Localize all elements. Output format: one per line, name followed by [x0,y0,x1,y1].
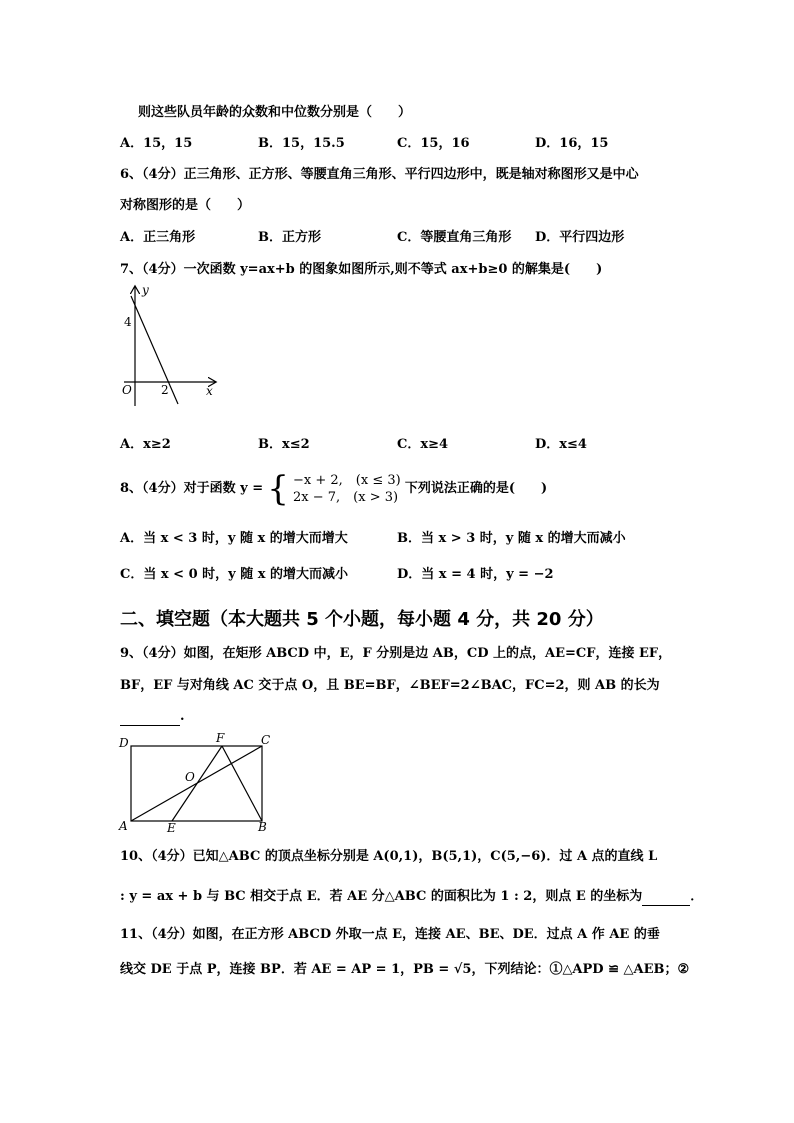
q6-option-c[interactable]: C．等腰直角三角形 [397,230,512,245]
q9-rectangle-figure [116,730,280,836]
point-o-label: O [185,770,195,784]
y-intercept-label: 4 [124,315,132,329]
q10-line1: 10、（4分）已知△ABC 的顶点坐标分别是 A(0,1)，B(5,1)，C(5,−6)．过 A 点的直线 L [120,849,658,864]
q7-option-b[interactable]: B．x≤2 [258,437,310,452]
q9-line1: 9、（4分）如图，在矩形 ABCD 中，E，F 分别是边 AB，CD 上的点，AE=CF，连接 EF， [120,646,672,661]
piecewise-brace: { [267,469,289,509]
q7-stem: 7、（4分）一次函数 y=ax+b 的图象如图所示,则不等式 ax+b≥0 的解集是( ) [120,262,603,277]
point-d-label: D [119,736,129,750]
q6-option-d[interactable]: D．平行四边形 [535,230,625,245]
point-e-label: E [167,821,176,835]
q10-answer-blank[interactable] [642,893,690,906]
piecewise-cases [293,472,401,506]
q8-option-a[interactable]: A．当 x < 3 时，y 随 x 的增大而增大 [120,531,348,546]
q6-stem-line1: 6、（4分）正三角形、正方形、等腰直角三角形、平行四边形中，既是轴对称图形又是中心 [120,167,639,182]
piecewise-case-2: 2x − 7, (x > 3) [293,490,399,505]
q8-option-c[interactable]: C．当 x < 0 时，y 随 x 的增大而减小 [120,567,349,582]
point-c-label: C [261,733,271,747]
x-axis-label: x [206,384,213,398]
q9-answer-blank[interactable] [120,713,180,726]
q5-stem: 则这些队员年龄的众数和中位数分别是（ ） [138,105,412,120]
q9-line2: BF，EF 与对角线 AC 交于点 O，且 BE=BF，∠BEF=2∠BAC，FC=2，则 AB 的长为 [120,678,660,693]
point-b-label: B [258,820,267,834]
point-f-label: F [216,731,225,745]
q7-option-c[interactable]: C．x≥4 [397,437,449,452]
q5-option-c[interactable]: C．15，16 [397,136,470,151]
q7-option-a[interactable]: A．x≥2 [120,437,171,452]
section-2-title: 二、填空题（本大题共 5 个小题，每小题 4 分，共 20 分） [120,609,604,630]
q6-option-a[interactable]: A．正三角形 [120,230,196,245]
y-axis-label: y [142,283,149,297]
q7-option-d[interactable]: D．x≤4 [535,437,587,452]
q10-line2-text: : y = ax + b 与 BC 相交于点 E．若 AE 分△ABC 的面积比为 1 : 2，则点 E 的坐标为 [120,889,643,904]
q10-period: ． [690,889,704,904]
q11-line1: 11、（4分）如图，在正方形 ABCD 外取一点 E，连接 AE、BE、DE．过点 A 作 AE 的垂 [120,927,660,942]
q9-period: . [180,709,185,724]
q6-stem-line2: 对称图形的是（ ） [120,198,251,213]
q5-option-d[interactable]: D．16，15 [535,136,609,151]
q8-stem [120,469,547,510]
q7-function-graph [112,280,224,410]
q11-line2: 线交 DE 于点 P，连接 BP．若 AE = AP = 1，PB = √5，下列结论：①△APD ≌ △AEB；② [120,962,690,977]
q6-option-b[interactable]: B．正方形 [258,230,321,245]
x-intercept-label: 2 [161,383,169,397]
q5-option-a[interactable]: A．15，15 [120,136,193,151]
q9-answer-line [120,708,185,726]
q5-option-b[interactable]: B．15，15.5 [258,136,345,151]
point-a-label: A [119,819,128,833]
q8-prefix: 8、（4分）对于函数 y = [120,481,264,496]
piecewise-case-1: −x + 2, (x ≤ 3) [293,473,401,488]
segment-ef [172,746,222,821]
function-line [131,296,178,404]
q8-suffix: 下列说法正确的是( ) [404,481,548,496]
q8-option-b[interactable]: B．当 x > 3 时，y 随 x 的增大而减小 [397,531,626,546]
q8-option-d[interactable]: D．当 x = 4 时，y = −2 [397,567,554,582]
origin-label: O [122,383,132,397]
q10-line2 [120,888,703,906]
